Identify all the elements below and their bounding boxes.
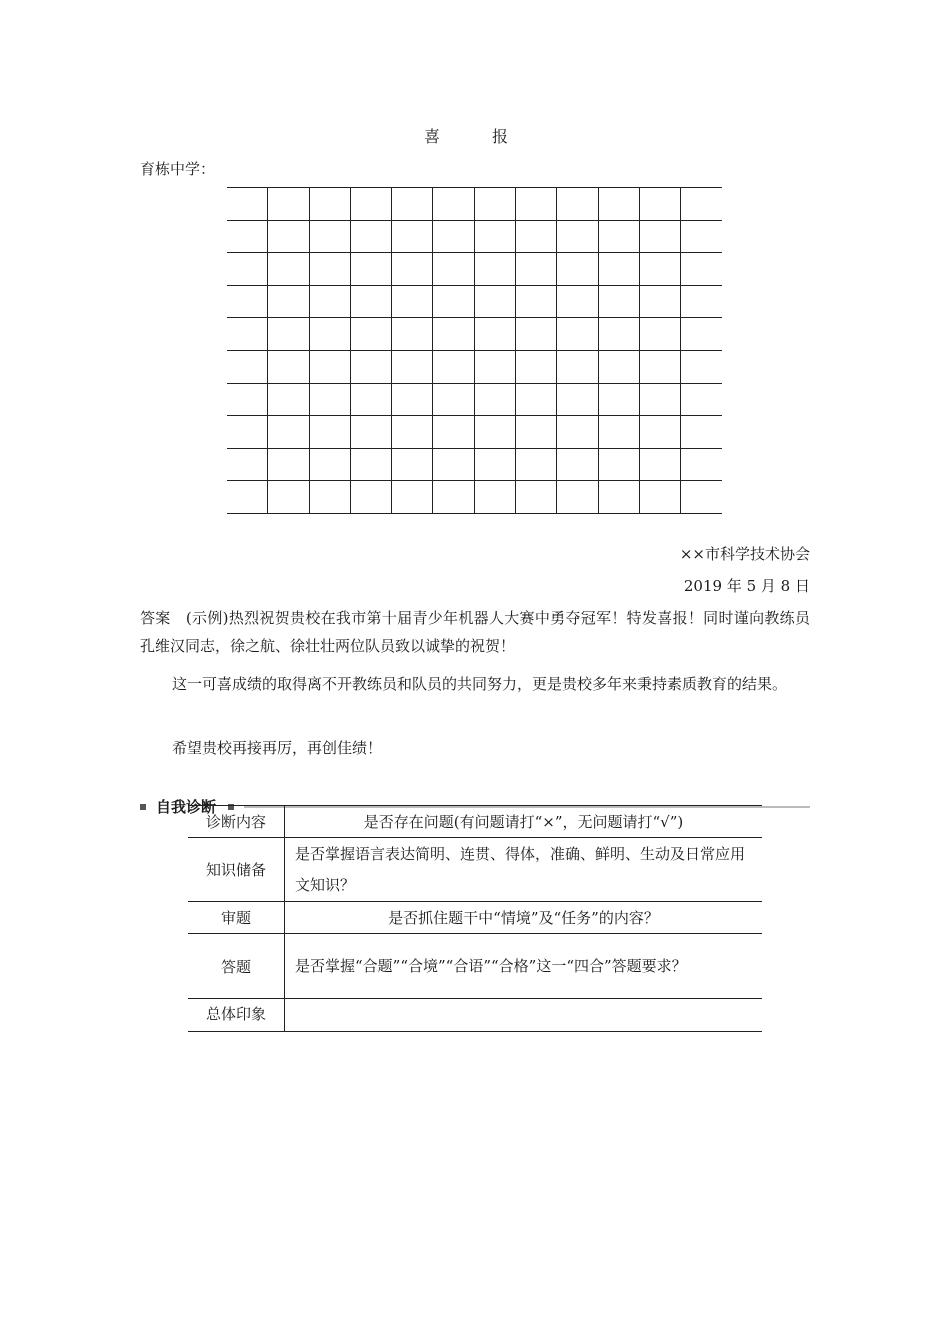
- grid-cell[interactable]: [639, 285, 680, 318]
- table-header-row: [188, 806, 762, 838]
- row-content: 是否掌握语言表达简明、连贯、得体，准确、鲜明、生动及日常应用文知识？: [285, 838, 763, 902]
- grid-cell[interactable]: [350, 318, 391, 351]
- grid-cell[interactable]: [557, 220, 598, 253]
- grid-cell[interactable]: [474, 253, 515, 286]
- grid-cell[interactable]: [681, 253, 722, 286]
- grid-cell[interactable]: [227, 350, 268, 383]
- grid-cell[interactable]: [516, 350, 557, 383]
- signature-date: 2019 年 5 月 8 日: [683, 577, 810, 595]
- row-content: 是否抓住题干中“情境”及“任务”的内容？: [285, 902, 763, 934]
- grid-cell[interactable]: [474, 318, 515, 351]
- grid-cell[interactable]: [227, 253, 268, 286]
- grid-cell[interactable]: [681, 481, 722, 514]
- grid-cell[interactable]: [309, 416, 350, 449]
- grid-cell[interactable]: [598, 220, 639, 253]
- grid-cell[interactable]: [433, 188, 474, 221]
- grid-cell[interactable]: [598, 350, 639, 383]
- grid-cell[interactable]: [227, 285, 268, 318]
- diagnosis-table: [188, 805, 762, 1032]
- grid-cell[interactable]: [557, 285, 598, 318]
- grid-row: [227, 318, 722, 351]
- grid-cell[interactable]: [227, 188, 268, 221]
- notice-title: 喜 报: [423, 127, 526, 146]
- grid-cell[interactable]: [433, 383, 474, 416]
- grid-cell[interactable]: [474, 350, 515, 383]
- grid-cell[interactable]: [557, 448, 598, 481]
- grid-cell[interactable]: [227, 448, 268, 481]
- grid-cell[interactable]: [268, 318, 309, 351]
- grid-cell[interactable]: [392, 383, 433, 416]
- grid-cell[interactable]: [268, 448, 309, 481]
- answer-paragraph-1: 答案 (示例)热烈祝贺贵校在我市第十届青少年机器人大赛中勇夺冠军！特发喜报！同时谨向教练员孔维汉同志，徐之航、徐壮壮两位队员致以诚挚的祝贺！: [140, 609, 810, 655]
- grid-cell[interactable]: [392, 448, 433, 481]
- grid-cell[interactable]: [557, 253, 598, 286]
- grid-cell[interactable]: [433, 416, 474, 449]
- grid-row: [227, 285, 722, 318]
- grid-cell[interactable]: [268, 253, 309, 286]
- grid-cell[interactable]: [392, 416, 433, 449]
- grid-cell[interactable]: [474, 220, 515, 253]
- row-label: 审题: [188, 902, 285, 934]
- grid-cell[interactable]: [309, 350, 350, 383]
- grid-cell[interactable]: [227, 416, 268, 449]
- grid-cell[interactable]: [433, 253, 474, 286]
- grid-cell[interactable]: [557, 416, 598, 449]
- grid-cell[interactable]: [516, 285, 557, 318]
- grid-cell[interactable]: [309, 383, 350, 416]
- row-label: 答题: [188, 934, 285, 999]
- grid-row: [227, 220, 722, 253]
- row-content[interactable]: [285, 999, 763, 1032]
- grid-cell[interactable]: [557, 350, 598, 383]
- grid-cell[interactable]: [268, 188, 309, 221]
- grid-cell[interactable]: [433, 350, 474, 383]
- grid-row: [227, 481, 722, 514]
- grid-cell[interactable]: [681, 350, 722, 383]
- grid-cell[interactable]: [350, 285, 391, 318]
- grid-cell[interactable]: [268, 285, 309, 318]
- table-row: [188, 838, 762, 902]
- grid-cell[interactable]: [557, 188, 598, 221]
- grid-cell[interactable]: [350, 188, 391, 221]
- grid-cell[interactable]: [598, 416, 639, 449]
- grid-cell[interactable]: [681, 188, 722, 221]
- row-label: 知识储备: [188, 838, 285, 902]
- grid-cell[interactable]: [639, 481, 680, 514]
- grid-cell[interactable]: [639, 416, 680, 449]
- grid-cell[interactable]: [474, 383, 515, 416]
- grid-cell[interactable]: [268, 481, 309, 514]
- grid-cell[interactable]: [598, 481, 639, 514]
- row-label: 总体印象: [188, 999, 285, 1032]
- grid-cell[interactable]: [433, 220, 474, 253]
- grid-cell[interactable]: [392, 253, 433, 286]
- grid-cell[interactable]: [516, 318, 557, 351]
- grid-cell[interactable]: [268, 383, 309, 416]
- grid-cell[interactable]: [598, 253, 639, 286]
- grid-cell[interactable]: [474, 416, 515, 449]
- grid-cell[interactable]: [516, 481, 557, 514]
- grid-cell[interactable]: [350, 350, 391, 383]
- grid-cell[interactable]: [309, 481, 350, 514]
- grid-cell[interactable]: [227, 220, 268, 253]
- grid-cell[interactable]: [516, 253, 557, 286]
- grid-cell[interactable]: [309, 253, 350, 286]
- grid-cell[interactable]: [598, 383, 639, 416]
- square-bullet-icon: [140, 804, 146, 810]
- grid-cell[interactable]: [474, 285, 515, 318]
- grid-cell[interactable]: [681, 383, 722, 416]
- grid-cell[interactable]: [227, 383, 268, 416]
- grid-cell[interactable]: [309, 188, 350, 221]
- grid-cell[interactable]: [681, 285, 722, 318]
- grid-cell[interactable]: [433, 318, 474, 351]
- grid-cell[interactable]: [681, 220, 722, 253]
- grid-cell[interactable]: [681, 448, 722, 481]
- grid-cell[interactable]: [433, 285, 474, 318]
- grid-cell[interactable]: [516, 220, 557, 253]
- section-title: 自我诊断: [156, 798, 217, 816]
- grid-cell[interactable]: [309, 448, 350, 481]
- grid-cell[interactable]: [350, 448, 391, 481]
- grid-row: [227, 253, 722, 286]
- grid-cell[interactable]: [516, 188, 557, 221]
- grid-cell[interactable]: [516, 416, 557, 449]
- grid-cell[interactable]: [309, 220, 350, 253]
- answer-paragraph-3: 希望贵校再接再厉，再创佳绩！: [172, 739, 383, 757]
- grid-cell[interactable]: [227, 318, 268, 351]
- grid-cell[interactable]: [268, 350, 309, 383]
- grid-cell[interactable]: [474, 481, 515, 514]
- answer-paragraph-2: 这一可喜成绩的取得离不开教练员和队员的共同努力，更是贵校多年来秉持素质教育的结果。: [172, 675, 788, 693]
- grid-cell[interactable]: [639, 188, 680, 221]
- grid-cell[interactable]: [516, 448, 557, 481]
- header-cell: 诊断内容: [188, 806, 285, 838]
- grid-cell[interactable]: [639, 448, 680, 481]
- grid-cell[interactable]: [268, 416, 309, 449]
- grid-cell[interactable]: [309, 285, 350, 318]
- grid-cell[interactable]: [392, 481, 433, 514]
- writing-grid: [227, 187, 722, 514]
- grid-cell[interactable]: [598, 188, 639, 221]
- grid-cell[interactable]: [598, 285, 639, 318]
- grid-cell[interactable]: [392, 220, 433, 253]
- grid-cell[interactable]: [474, 188, 515, 221]
- grid-row: [227, 188, 722, 221]
- grid-cell[interactable]: [516, 383, 557, 416]
- grid-cell[interactable]: [639, 220, 680, 253]
- grid-cell[interactable]: [433, 448, 474, 481]
- grid-cell[interactable]: [639, 253, 680, 286]
- grid-cell[interactable]: [681, 318, 722, 351]
- grid-cell[interactable]: [227, 481, 268, 514]
- grid-row: [227, 350, 722, 383]
- signature-org: ××市科学技术协会: [679, 545, 810, 563]
- grid-cell[interactable]: [392, 318, 433, 351]
- table-row: [188, 902, 762, 934]
- grid-cell[interactable]: [598, 318, 639, 351]
- grid-row: [227, 383, 722, 416]
- grid-cell[interactable]: [474, 448, 515, 481]
- grid-cell[interactable]: [268, 220, 309, 253]
- grid-row: [227, 416, 722, 449]
- grid-cell[interactable]: [350, 253, 391, 286]
- grid-row: [227, 448, 722, 481]
- grid-cell[interactable]: [681, 416, 722, 449]
- grid-cell[interactable]: [433, 481, 474, 514]
- grid-cell[interactable]: [639, 350, 680, 383]
- table-row: [188, 999, 762, 1032]
- salutation: 育栋中学：: [140, 160, 216, 178]
- grid-cell[interactable]: [392, 188, 433, 221]
- table-row: [188, 934, 762, 999]
- grid-cell[interactable]: [392, 285, 433, 318]
- grid-cell[interactable]: [557, 481, 598, 514]
- grid-cell[interactable]: [557, 383, 598, 416]
- grid-cell[interactable]: [350, 481, 391, 514]
- grid-cell[interactable]: [639, 383, 680, 416]
- grid-cell[interactable]: [350, 383, 391, 416]
- grid-cell[interactable]: [350, 416, 391, 449]
- row-content: 是否掌握“合题”“合境”“合语”“合格”这一“四合”答题要求？: [285, 934, 763, 999]
- grid-cell[interactable]: [350, 220, 391, 253]
- grid-cell[interactable]: [639, 318, 680, 351]
- grid-cell[interactable]: [309, 318, 350, 351]
- header-cell: 是否存在问题(有问题请打“×”，无问题请打“√”): [285, 806, 763, 838]
- grid-cell[interactable]: [392, 350, 433, 383]
- grid-cell[interactable]: [557, 318, 598, 351]
- grid-cell[interactable]: [598, 448, 639, 481]
